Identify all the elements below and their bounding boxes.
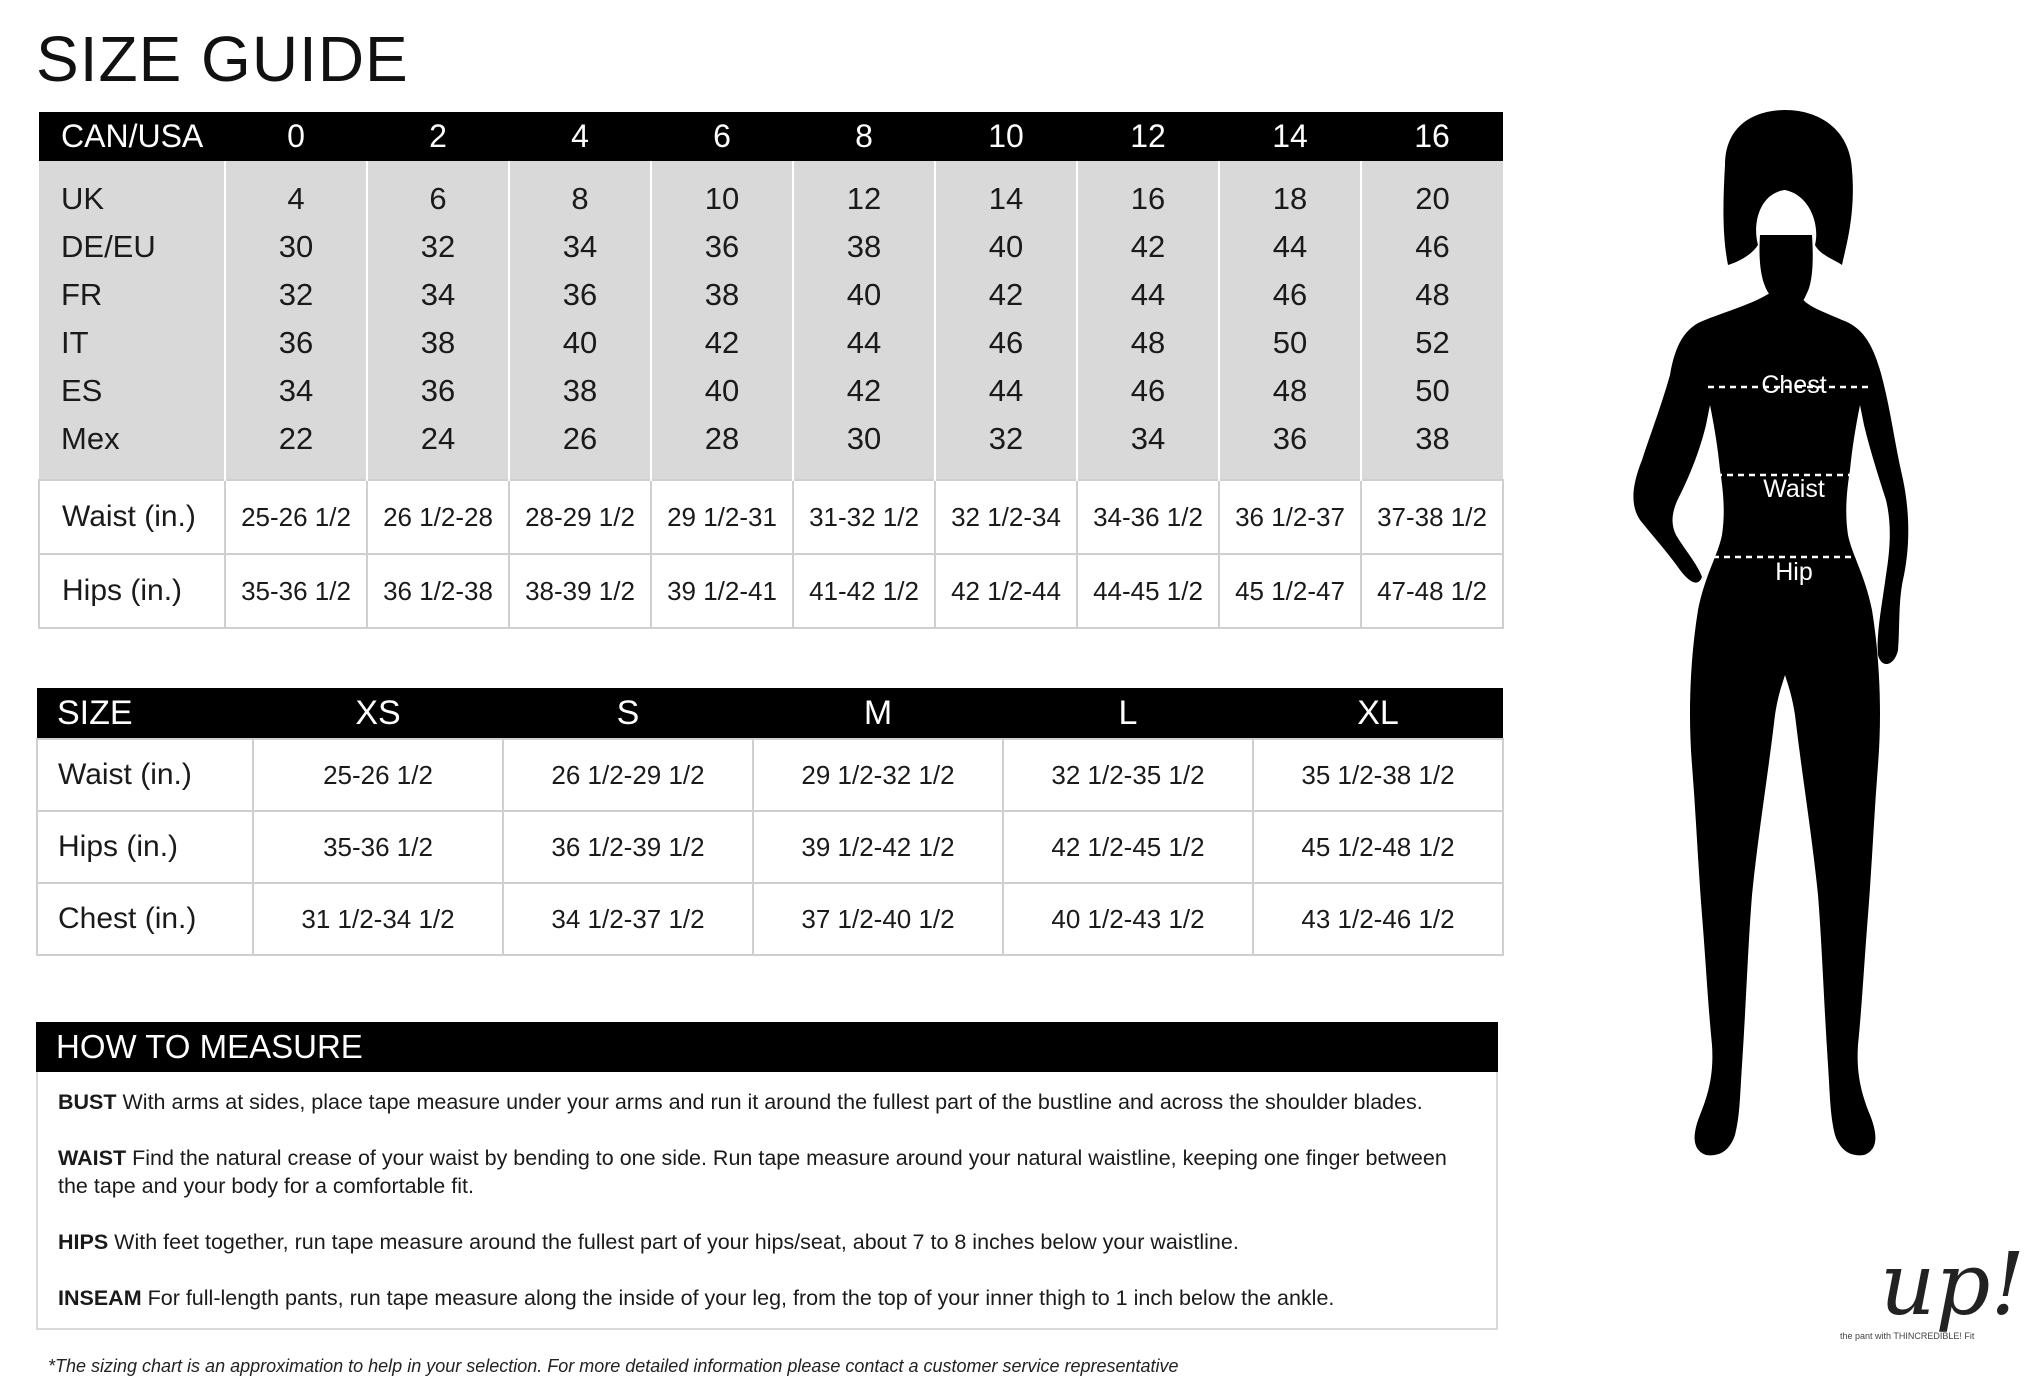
table-cell: 38 — [651, 271, 793, 319]
table-cell: 38-39 1/2 — [509, 554, 651, 628]
table-cell: 16 — [1077, 161, 1219, 223]
conversion-header-row — [39, 112, 1503, 161]
table-cell: 36 1/2-38 — [367, 554, 509, 628]
section-heading: HOW TO MEASURE — [36, 1022, 1498, 1072]
size-row — [37, 811, 1503, 883]
instruction-text: With arms at sides, place tape measure under your arms and run it around the fullest part of the bustline and across the shoulder blades. — [122, 1090, 1423, 1114]
measure-instruction — [58, 1088, 1476, 1116]
table-cell: 44 — [793, 319, 935, 367]
instruction-term: INSEAM — [58, 1286, 142, 1310]
size-header: 4 — [509, 112, 651, 161]
table-cell: 4 — [225, 161, 367, 223]
table-cell: 26 — [509, 415, 651, 480]
table-cell: 34 — [509, 223, 651, 271]
conversion-row — [39, 271, 1503, 319]
table-cell: 28-29 1/2 — [509, 480, 651, 554]
table-cell: 32 — [367, 223, 509, 271]
table-cell: 44 — [1219, 223, 1361, 271]
table-cell: 43 1/2-46 1/2 — [1253, 883, 1503, 955]
table-cell: 31-32 1/2 — [793, 480, 935, 554]
row-label: Waist (in.) — [37, 739, 253, 811]
table-cell: 32 1/2-34 — [935, 480, 1077, 554]
table-cell: 36 — [367, 367, 509, 415]
table-cell: 34 — [225, 367, 367, 415]
size-header: 8 — [793, 112, 935, 161]
table-cell: 37 1/2-40 1/2 — [753, 883, 1003, 955]
table-cell: 40 — [509, 319, 651, 367]
size-header: 0 — [225, 112, 367, 161]
table-cell: 40 — [651, 367, 793, 415]
instruction-text: With feet together, run tape measure around the fullest part of your hips/seat, about 7 to 8 inches below your waistline. — [114, 1230, 1239, 1254]
table-cell: 36 1/2-37 — [1219, 480, 1361, 554]
size-header: M — [753, 688, 1003, 739]
measurement-row — [39, 554, 1503, 628]
table-cell: 47-48 1/2 — [1361, 554, 1503, 628]
table-cell: 26 1/2-29 1/2 — [503, 739, 753, 811]
size-conversion-table — [38, 112, 1504, 629]
table-cell: 48 — [1077, 319, 1219, 367]
row-label: Hips (in.) — [37, 811, 253, 883]
table-cell: 36 — [225, 319, 367, 367]
table-cell: 12 — [793, 161, 935, 223]
measurement-row — [39, 480, 1503, 554]
table-cell: 18 — [1219, 161, 1361, 223]
table-cell: 22 — [225, 415, 367, 480]
row-label: ES — [39, 367, 225, 415]
how-to-measure-section — [36, 1022, 1498, 1330]
conversion-row — [39, 367, 1503, 415]
table-cell: 44 — [1077, 271, 1219, 319]
table-cell: 34 — [367, 271, 509, 319]
header-label: SIZE — [37, 688, 253, 739]
conversion-row — [39, 415, 1503, 480]
table-cell: 36 1/2-39 1/2 — [503, 811, 753, 883]
table-cell: 45 1/2-48 1/2 — [1253, 811, 1503, 883]
size-header: XS — [253, 688, 503, 739]
body-silhouette-figure — [1580, 105, 1960, 1235]
table-cell: 34-36 1/2 — [1077, 480, 1219, 554]
hip-label: Hip — [1775, 558, 1813, 586]
table-cell: 36 — [509, 271, 651, 319]
conversion-row — [39, 161, 1503, 223]
row-label: DE/EU — [39, 223, 225, 271]
logo-tagline: the pant with THINCREDIBLE! Fit — [1840, 1331, 1975, 1341]
instruction-term: WAIST — [58, 1146, 127, 1170]
measure-instruction — [58, 1284, 1476, 1312]
table-cell: 44 — [935, 367, 1077, 415]
table-cell: 44-45 1/2 — [1077, 554, 1219, 628]
page-title: SIZE GUIDE — [36, 23, 409, 95]
measure-instruction — [58, 1144, 1476, 1200]
table-cell: 10 — [651, 161, 793, 223]
table-cell: 6 — [367, 161, 509, 223]
size-header-row — [37, 688, 1503, 739]
measure-instruction — [58, 1228, 1476, 1256]
table-cell: 36 — [651, 223, 793, 271]
row-label: FR — [39, 271, 225, 319]
row-label: Waist (in.) — [39, 480, 225, 554]
row-label: Hips (in.) — [39, 554, 225, 628]
table-cell: 35 1/2-38 1/2 — [1253, 739, 1503, 811]
table-cell: 48 — [1219, 367, 1361, 415]
table-cell: 46 — [1077, 367, 1219, 415]
table-cell: 39 1/2-41 — [651, 554, 793, 628]
table-cell: 24 — [367, 415, 509, 480]
size-header: 10 — [935, 112, 1077, 161]
table-cell: 32 — [225, 271, 367, 319]
table-cell: 46 — [935, 319, 1077, 367]
table-cell: 39 1/2-42 1/2 — [753, 811, 1003, 883]
table-cell: 38 — [1361, 415, 1503, 480]
table-cell: 42 — [793, 367, 935, 415]
table-cell: 38 — [509, 367, 651, 415]
table-cell: 40 — [793, 271, 935, 319]
instruction-term: HIPS — [58, 1230, 109, 1254]
table-cell: 36 — [1219, 415, 1361, 480]
table-cell: 52 — [1361, 319, 1503, 367]
silhouette-icon — [1580, 105, 1960, 1235]
table-cell: 37-38 1/2 — [1361, 480, 1503, 554]
instruction-text: For full-length pants, run tape measure along the inside of your leg, from the top of your inner thigh to 1 inch below the ankle. — [147, 1286, 1335, 1310]
size-header: S — [503, 688, 753, 739]
table-cell: 34 — [1077, 415, 1219, 480]
table-cell: 20 — [1361, 161, 1503, 223]
size-row — [37, 883, 1503, 955]
table-cell: 29 1/2-31 — [651, 480, 793, 554]
row-label: Chest (in.) — [37, 883, 253, 955]
table-cell: 40 1/2-43 1/2 — [1003, 883, 1253, 955]
table-cell: 41-42 1/2 — [793, 554, 935, 628]
table-cell: 42 1/2-44 — [935, 554, 1077, 628]
table-cell: 42 — [935, 271, 1077, 319]
table-cell: 30 — [793, 415, 935, 480]
size-header: 14 — [1219, 112, 1361, 161]
size-header: 2 — [367, 112, 509, 161]
logo-mark: up! — [1880, 1235, 2025, 1335]
table-cell: 31 1/2-34 1/2 — [253, 883, 503, 955]
table-cell: 40 — [935, 223, 1077, 271]
conversion-row — [39, 223, 1503, 271]
chest-label: Chest — [1761, 371, 1827, 399]
header-label: CAN/USA — [39, 112, 225, 161]
table-cell: 26 1/2-28 — [367, 480, 509, 554]
table-cell: 46 — [1361, 223, 1503, 271]
table-cell: 35-36 1/2 — [253, 811, 503, 883]
table-cell: 28 — [651, 415, 793, 480]
row-label: UK — [39, 161, 225, 223]
table-cell: 8 — [509, 161, 651, 223]
size-header: L — [1003, 688, 1253, 739]
table-cell: 50 — [1219, 319, 1361, 367]
table-cell: 50 — [1361, 367, 1503, 415]
disclaimer-footnote: *The sizing chart is an approximation to help in your selection. For more detailed information please contact a customer service representative — [48, 1356, 1179, 1376]
table-cell: 29 1/2-32 1/2 — [753, 739, 1003, 811]
brand-logo — [1840, 1235, 2040, 1385]
table-cell: 32 — [935, 415, 1077, 480]
letter-size-table — [36, 688, 1504, 956]
instruction-term: BUST — [58, 1090, 117, 1114]
table-cell: 34 1/2-37 1/2 — [503, 883, 753, 955]
waist-label: Waist — [1763, 475, 1825, 503]
row-label: Mex — [39, 415, 225, 480]
size-header: 6 — [651, 112, 793, 161]
table-cell: 30 — [225, 223, 367, 271]
table-cell: 32 1/2-35 1/2 — [1003, 739, 1253, 811]
table-cell: 42 1/2-45 1/2 — [1003, 811, 1253, 883]
table-cell: 42 — [1077, 223, 1219, 271]
table-cell: 38 — [793, 223, 935, 271]
size-header: XL — [1253, 688, 1503, 739]
table-cell: 14 — [935, 161, 1077, 223]
table-cell: 42 — [651, 319, 793, 367]
table-cell: 38 — [367, 319, 509, 367]
size-row — [37, 739, 1503, 811]
table-cell: 48 — [1361, 271, 1503, 319]
table-cell: 25-26 1/2 — [225, 480, 367, 554]
instruction-text: Find the natural crease of your waist by bending to one side. Run tape measure around your natural waistline, keeping one finger between the tape and your body for a comfortable fit. — [58, 1146, 1447, 1198]
table-cell: 35-36 1/2 — [225, 554, 367, 628]
table-cell: 46 — [1219, 271, 1361, 319]
table-cell: 25-26 1/2 — [253, 739, 503, 811]
table-cell: 45 1/2-47 — [1219, 554, 1361, 628]
row-label: IT — [39, 319, 225, 367]
conversion-row — [39, 319, 1503, 367]
size-header: 12 — [1077, 112, 1219, 161]
size-header: 16 — [1361, 112, 1503, 161]
